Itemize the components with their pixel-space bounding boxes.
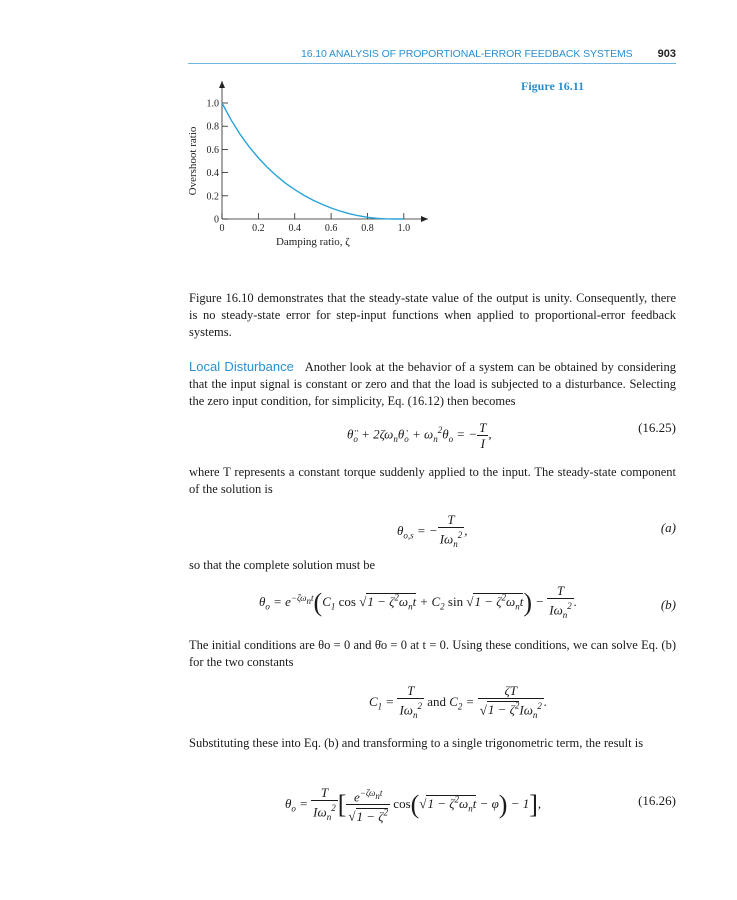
y-axis-arrow bbox=[219, 81, 225, 88]
running-header bbox=[188, 48, 676, 62]
paragraph-3: where T represents a constant torque suddenly applied to the input. The steady-state component of the solution is bbox=[189, 465, 676, 496]
x-axis-label: Damping ratio, ζ bbox=[275, 236, 350, 248]
header-rule bbox=[188, 63, 676, 64]
figure-label: Figure 16.11 bbox=[521, 79, 585, 93]
section-heading-local-disturbance: Local Disturbance bbox=[189, 359, 294, 374]
x-axis-arrow bbox=[421, 216, 428, 222]
paragraph-2 bbox=[189, 358, 676, 410]
y-axis-label: Overshoot ratio bbox=[187, 126, 199, 196]
x-tick-label: 1.0 bbox=[397, 223, 411, 234]
y-tick-label: 0.2 bbox=[206, 191, 219, 203]
x-tick-label: 0.8 bbox=[361, 223, 374, 234]
equation-number-16-26: (16.26) bbox=[638, 793, 676, 808]
paragraph-5: The initial conditions are θo = 0 and θ̇o = 0 at t = 0. Using these conditions, we can solve Eq. (b) for the two constants bbox=[189, 638, 676, 669]
equation-number-b: (b) bbox=[660, 597, 676, 612]
overshoot-chart bbox=[180, 76, 450, 251]
y-tick-label: 0 bbox=[214, 214, 219, 226]
paragraph-2-text: Another look at the behavior of a system can be obtained by considering that the input signal is constant or zero and that the load is subjected to a disturbance. Selecting the zero input condition, for simplicity, Eq. (16.12) then becomes bbox=[189, 360, 676, 408]
section-title: 16.10 ANALYSIS OF PROPORTIONAL-ERROR FEEDBACK SYSTEMS bbox=[301, 48, 633, 60]
x-tick-label: 0.4 bbox=[288, 223, 301, 234]
equation-number-a: (a) bbox=[660, 520, 676, 535]
y-tick-label: 0.6 bbox=[206, 144, 219, 156]
chart-axes bbox=[219, 81, 428, 222]
x-tick-label: 0.6 bbox=[324, 223, 338, 234]
x-tick-label: 0.2 bbox=[252, 223, 265, 234]
equation-connector: and bbox=[427, 693, 446, 709]
y-tick-label: 0.8 bbox=[206, 121, 219, 133]
equation-number-16-25: (16.25) bbox=[638, 420, 676, 435]
paragraph-1: Figure 16.10 demonstrates that the steady-state value of the output is unity. Consequently, there is no steady-state error for step-input functions when applied to proportional-error feedback systems. bbox=[189, 291, 676, 339]
x-tick-label: 0 bbox=[219, 223, 225, 234]
y-tick-label: 0.4 bbox=[206, 168, 219, 180]
paragraph-4: so that the complete solution must be bbox=[189, 558, 376, 572]
overshoot-curve bbox=[222, 103, 404, 219]
chart-ticks bbox=[207, 99, 411, 235]
page-number: 903 bbox=[657, 48, 676, 60]
paragraph-6: Substituting these into Eq. (b) and transforming to a single trigonometric term, the result is bbox=[189, 736, 644, 750]
y-tick-label: 1.0 bbox=[206, 98, 219, 110]
